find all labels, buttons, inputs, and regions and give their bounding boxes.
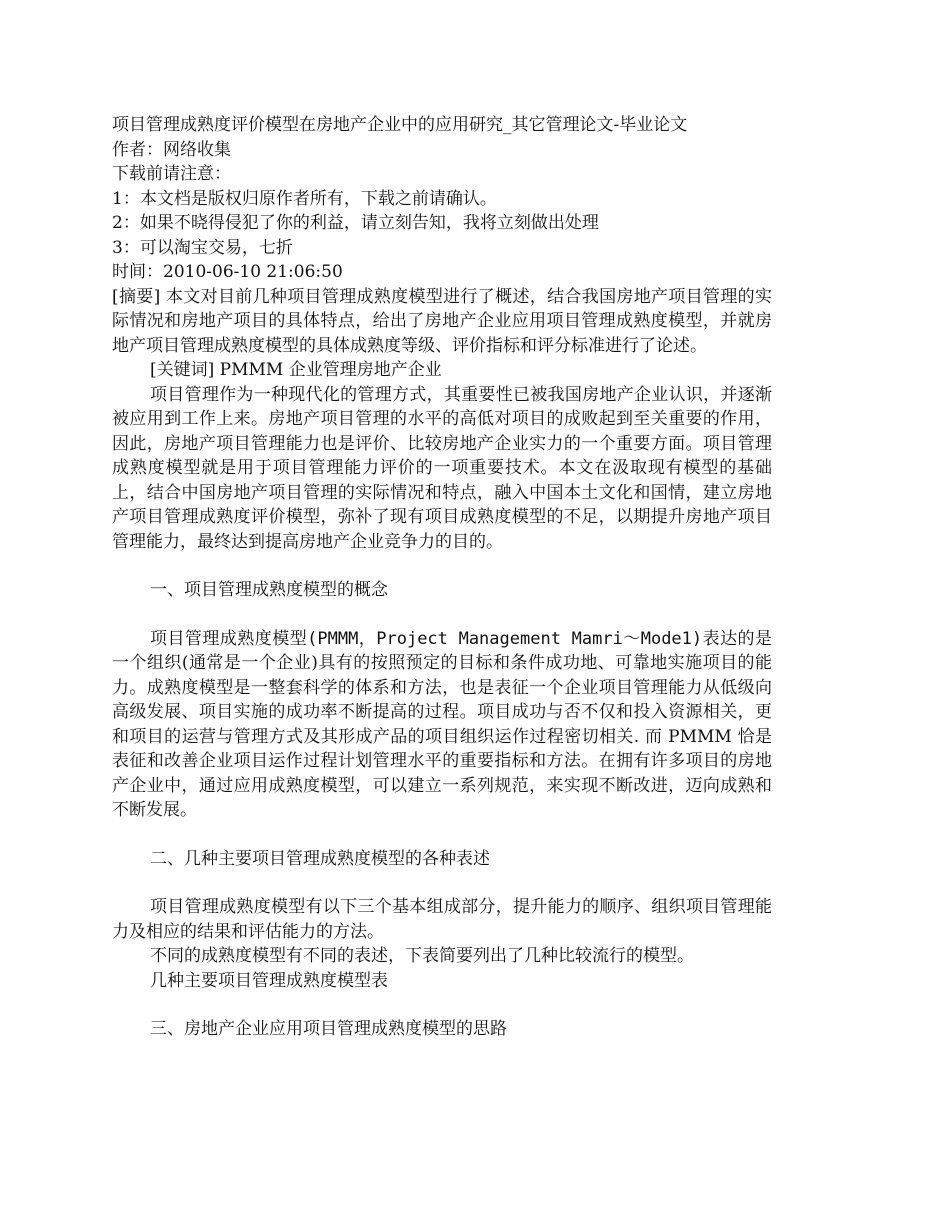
spacer <box>112 823 772 847</box>
table-caption: 几种主要项目管理成熟度模型表 <box>150 970 388 991</box>
notice-item-1: 1：本文档是版权归原作者所有，下载之前请确认。 <box>112 188 497 209</box>
spacer <box>112 993 772 1017</box>
section-heading-3: 三、房地产企业应用项目管理成熟度模型的思路 <box>150 1019 507 1039</box>
document-body <box>112 113 772 1042</box>
section1-paragraph <box>112 627 772 823</box>
notice-item-3: 3：可以淘宝交易，七折 <box>112 237 293 258</box>
timestamp-line: 时间：2010-06-10 21:06:50 <box>112 262 343 282</box>
notice-item-2: 2：如果不晓得侵犯了你的利益，请立刻告知，我将立刻做出处理 <box>112 213 599 233</box>
spacer <box>112 603 772 627</box>
spacer <box>112 871 772 895</box>
spacer <box>112 554 772 578</box>
intro-paragraph: 项目管理作为一种现代化的管理方式，其重要性已被我国房地产企业认识，并逐渐被应用到工作上来。房地产项目管理的水平的高低对项目的成败起到至关重要的作用，因此，房地产项目管理能力也是评价、比较房地产企业实力的一个重要方面。项目管理成熟度模型就是用于项目管理能力评价的一项重要技术。本文在汲取现有模型的基础上，结合中国房地产项目管理的实际情况和特点，融入中国本土文化和国情，建立房地产项目管理成熟度评价模型，弥补了现有项目成熟度模型的不足，以期提升房地产项目管理能力，最终达到提高房地产企业竞争力的目的。 <box>112 384 772 552</box>
section1-body-text: 表达的是一个组织(通常是一个企业)具有的按照预定的目标和条件成功地、可靠地实施项目的能力。成熟度模型是一整套科学的体系和方法，也是表征一个企业项目管理能力从低级向高级发展、项目实施的成功率不断提高的过程。项目成功与否不仅和投入资源相关，更和项目的运营与管理方式及其形成产品的项目组织运作过程密切相关. 而 PMMM 恰是表征和改善企业项目运作过程计划管理水平的重要指标和方法。在拥有许多项目的房地产企业中，通过应用成熟度模型，可以建立一系列规范，来实现不断改进，迈向成熟和不断发展。 <box>112 628 772 820</box>
section2-paragraph-1: 项目管理成熟度模型有以下三个基本组成部分，提升能力的顺序、组织项目管理能力及相应的结果和评估能力的方法。 <box>112 897 772 942</box>
section-heading-2: 二、几种主要项目管理成熟度模型的各种表述 <box>150 848 490 869</box>
section2-paragraph-2: 不同的成熟度模型有不同的表述，下表简要列出了几种比较流行的模型。 <box>150 946 694 966</box>
abstract-paragraph: [摘要] 本文对目前几种项目管理成熟度模型进行了概述，结合我国房地产项目管理的实际情况和房地产项目的具体特点，给出了房地产企业应用项目管理成熟度模型，并就房地产项目管理成熟度模型的具体成熟度等级、评价指标和评分标准进行了论述。 <box>112 286 772 356</box>
download-notice-heading: 下载前请注意： <box>112 164 231 184</box>
author-line: 作者：网络收集 <box>112 139 231 160</box>
document-title: 项目管理成熟度评价模型在房地产企业中的应用研究_其它管理论文-毕业论文 <box>112 115 688 135</box>
section1-lead-text: 项目管理成熟度模型(PMMM，Project Management Mamri～Mode1) <box>150 628 703 649</box>
keywords-line: [关键词] PMMM 企业管理房地产企业 <box>150 360 442 380</box>
section-heading-1: 一、项目管理成熟度模型的概念 <box>150 580 388 600</box>
